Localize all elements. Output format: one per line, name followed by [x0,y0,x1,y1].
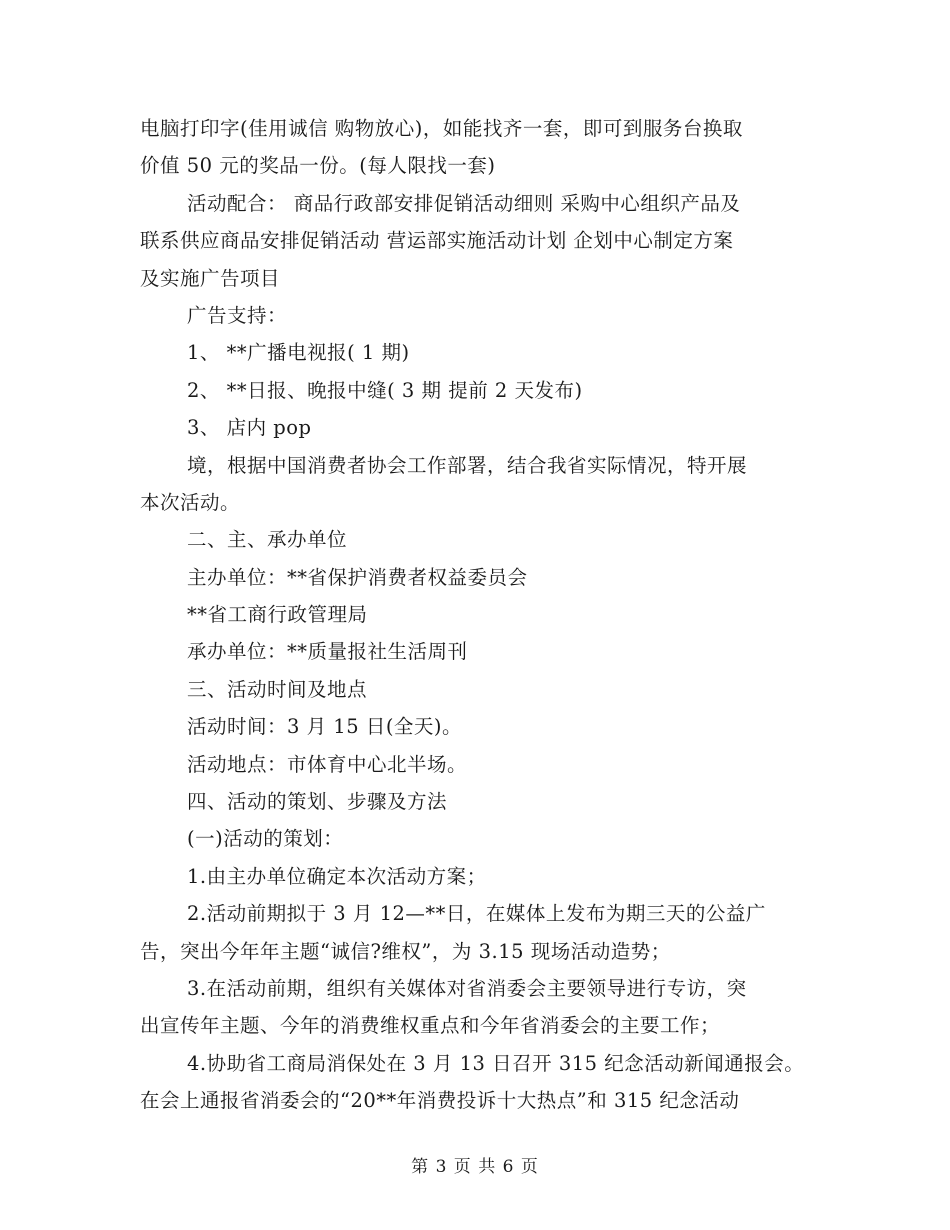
text-line: 1、 **广播电视报( 1 期) [187,341,410,365]
text-line: **省工商行政管理局 [187,603,368,627]
text-line: 联系供应商品安排促销活动 营运部实施活动计划 企划中心制定方案 [140,229,734,253]
text-line: 及实施广告项目 [140,266,281,290]
document-body [140,110,810,1120]
text-line: 2、 **日报、晚报中缝( 3 期 提前 2 天发布) [187,378,583,402]
text-line: 境，根据中国消费者协会工作部署，结合我省实际情况，特开展 [187,453,748,477]
text-line: 本次活动。 [140,490,241,514]
text-line: 4.协助省工商局消保处在 3 月 13 日召开 315 纪念活动新闻通报会。 [187,1051,805,1075]
text-line: 在会上通报省消委会的“20**年消费投诉十大热点”和 315 纪念活动 [140,1089,740,1113]
text-line: 三、活动时间及地点 [187,677,368,701]
text-line: 活动地点：市体育中心北半场。 [187,752,468,776]
text-line: 3.在活动前期，组织有关媒体对省消委会主要领导进行专访，突 [187,976,747,1000]
text-line: 告，突出今年年主题“诚信?维权”，为 3.15 现场活动造势； [140,939,671,963]
text-line: 活动时间：3 月 15 日(全天)。 [187,715,463,739]
text-line: (一)活动的策划： [187,827,344,851]
text-line: 2.活动前期拟于 3 月 12—**日，在媒体上发布为期三天的公益广 [187,902,766,926]
text-line: 广告支持： [187,303,288,327]
text-line: 出宣传年主题、今年的消费维权重点和今年省消委会的主要工作； [140,1014,721,1038]
page-number: 第 3 页 共 6 页 [411,1157,539,1177]
text-line: 二、主、承办单位 [187,528,348,552]
text-line: 价值 50 元的奖品一份。(每人限找一套) [140,154,496,178]
text-line: 主办单位：**省保护消费者权益委员会 [187,565,528,589]
text-line: 1.由主办单位确定本次活动方案； [187,864,487,888]
text-line: 活动配合： 商品行政部安排促销活动细则 采购中心组织产品及 [187,191,741,215]
text-line: 电脑打印字(佳用诚信 购物放心)，如能找齐一套，即可到服务台换取 [140,117,743,140]
text-line: 承办单位：**质量报社生活周刊 [187,640,468,664]
text-line: 3、 店内 pop [187,416,312,440]
text-line: 四、活动的策划、步骤及方法 [187,790,448,814]
